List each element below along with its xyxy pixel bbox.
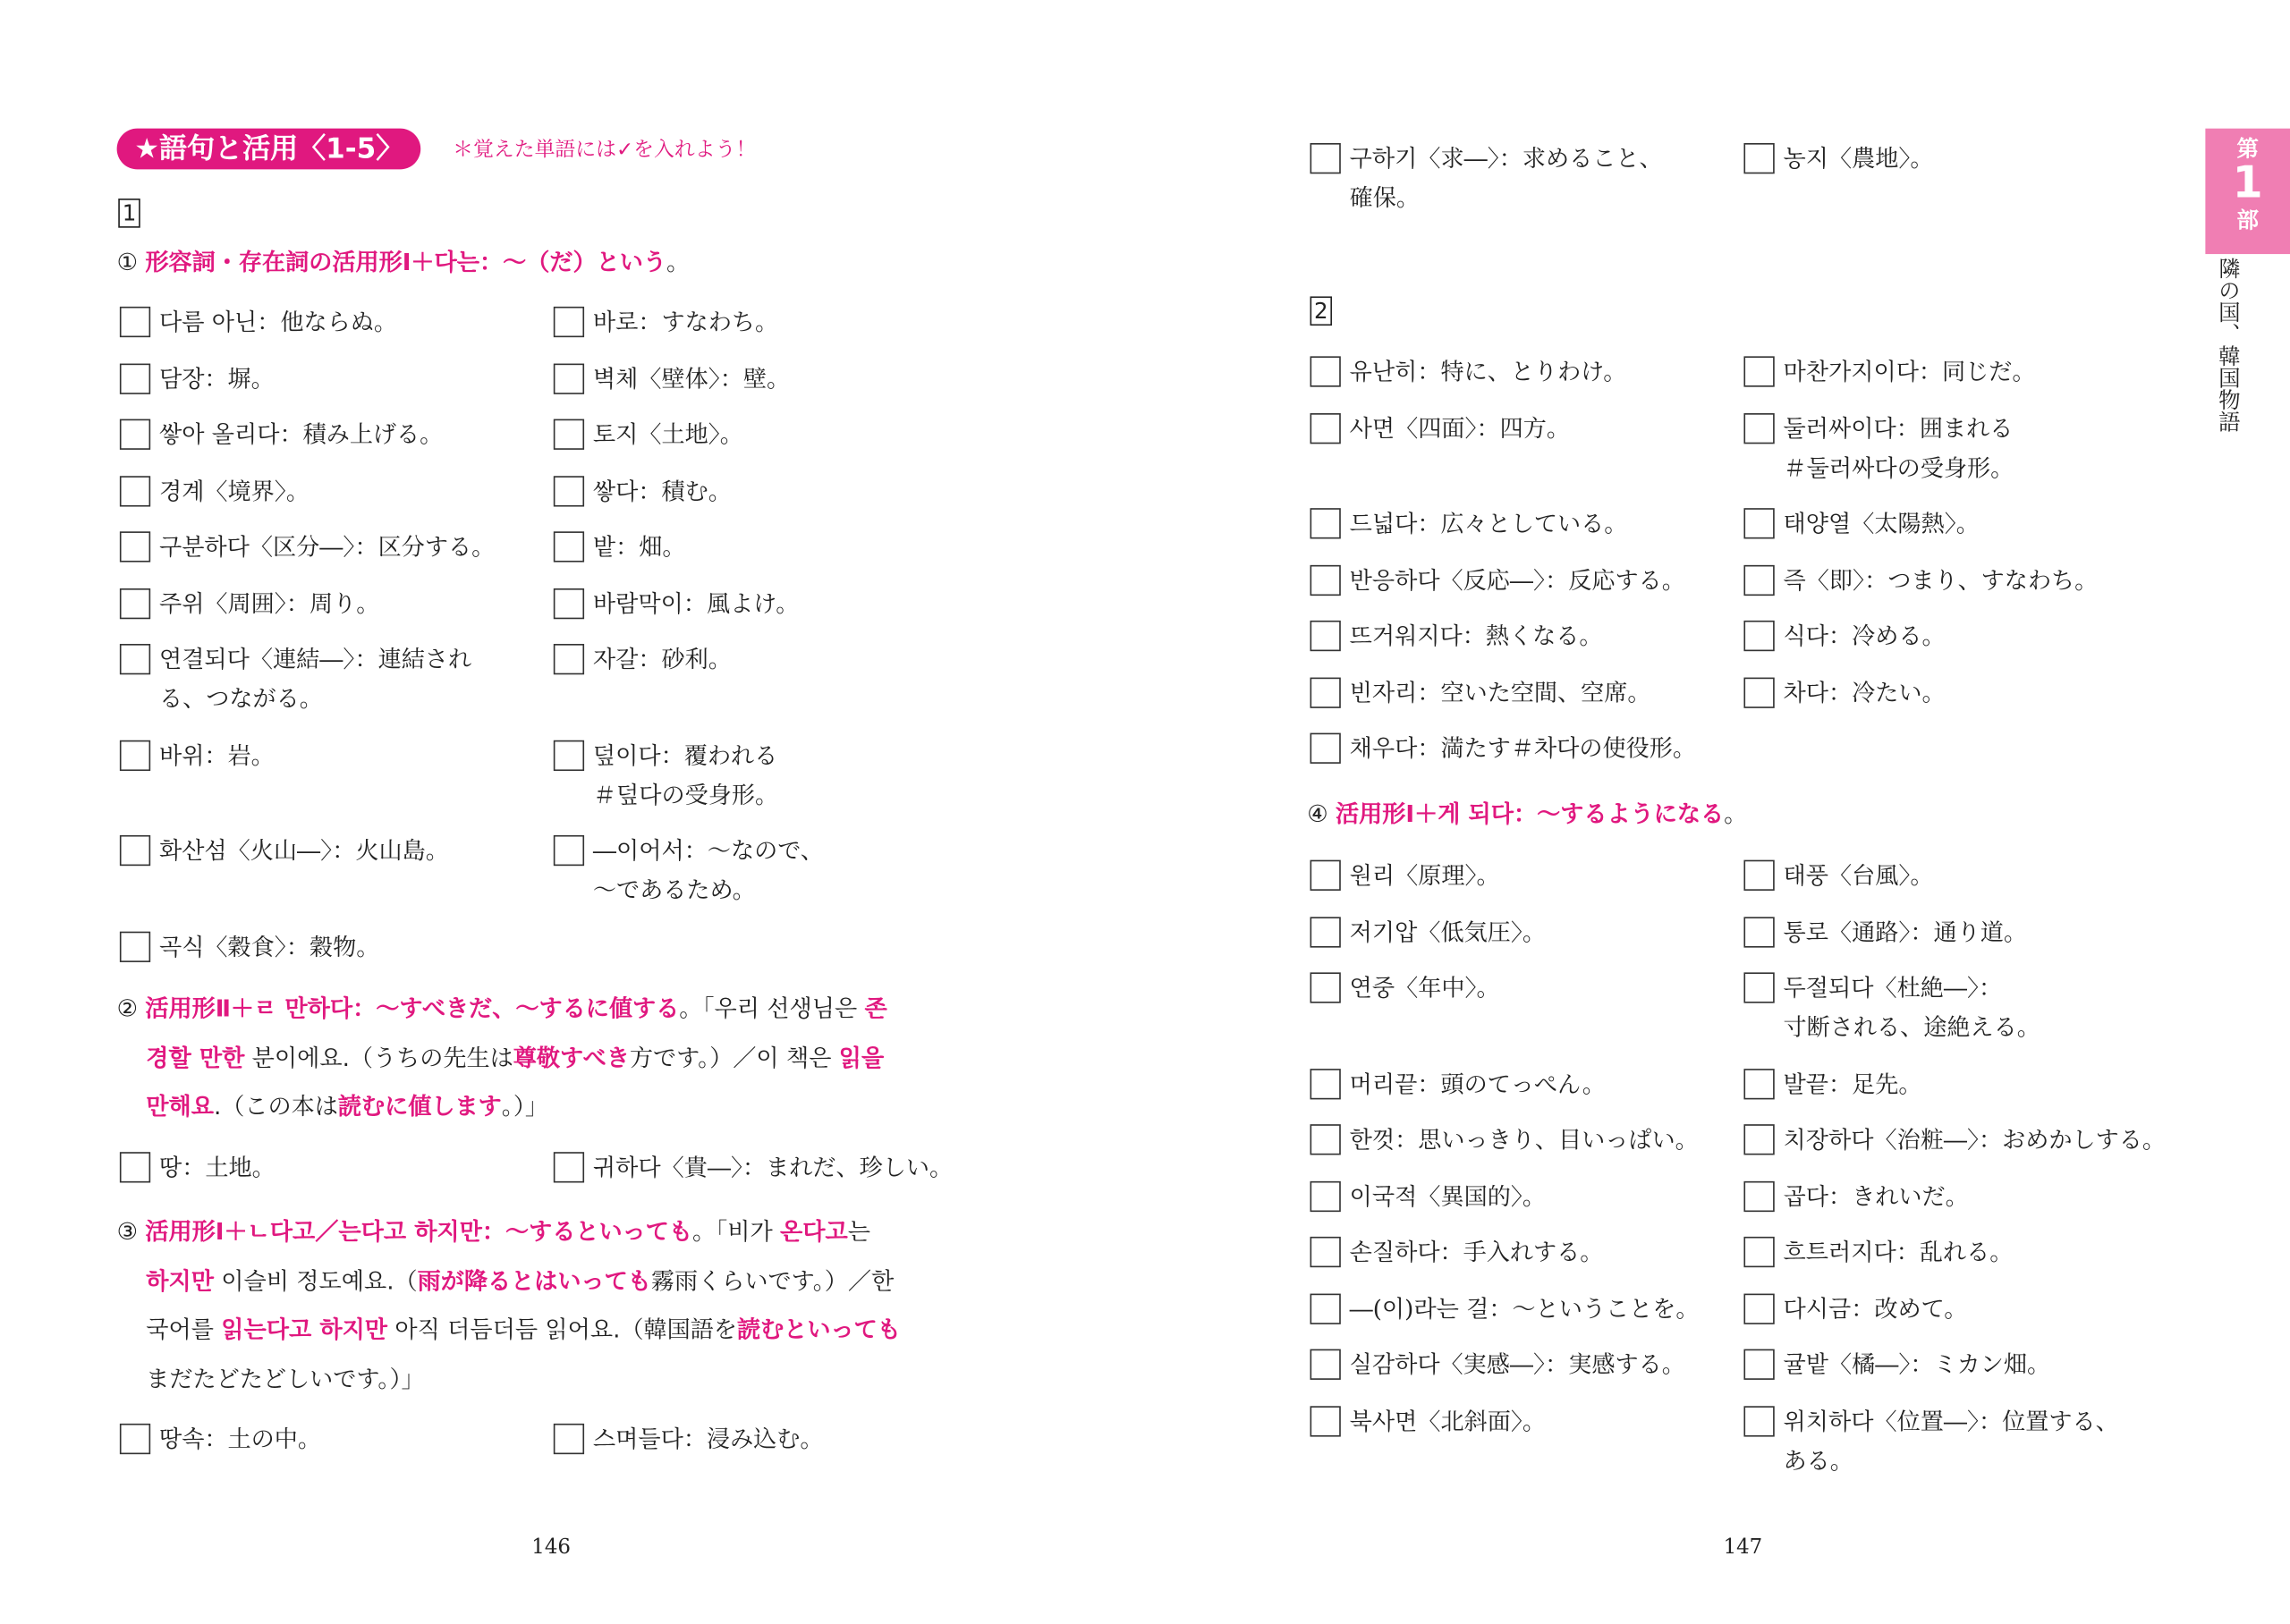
grammar-paragraph-3 bbox=[117, 1207, 982, 1403]
vocab-item bbox=[120, 471, 554, 511]
vocab-row bbox=[1310, 1289, 2166, 1328]
vocab-text: 채우다：満たす＃차다の使役形。 bbox=[1349, 734, 1697, 763]
vocab-item bbox=[1310, 1401, 1744, 1480]
example-text: 아직 더듬더듬 읽어요.（韓国語を bbox=[387, 1315, 738, 1344]
vocab-text: 쌓다：積む。 bbox=[592, 477, 732, 505]
vocab-item bbox=[1310, 968, 1744, 1046]
highlight-text: 읽을 bbox=[838, 1043, 885, 1071]
checkbox[interactable] bbox=[554, 419, 584, 450]
vocab-item bbox=[1310, 560, 1744, 599]
vocab-text: 귤밭〈橘―〉：ミカン畑。 bbox=[1783, 1350, 2051, 1379]
checkbox[interactable] bbox=[1310, 1124, 1341, 1155]
vocab-item bbox=[120, 1419, 554, 1459]
chapter-title: 隣の国、韓国物語 bbox=[2215, 257, 2243, 433]
vocab-text: 드넓다：広々としている。 bbox=[1349, 509, 1628, 537]
paragraph-line bbox=[117, 1256, 982, 1306]
vocab-item bbox=[1743, 1120, 2166, 1159]
vocab-row bbox=[120, 302, 824, 342]
vocab-text: 자갈：砂利。 bbox=[592, 645, 732, 673]
vocab-row bbox=[1310, 1345, 2166, 1384]
checkbox[interactable] bbox=[120, 644, 150, 674]
checkbox[interactable] bbox=[1310, 508, 1341, 538]
vocab-text: 차다：冷たい。 bbox=[1783, 678, 1946, 706]
vocab-text: 반응하다〈反応―〉：反応する。 bbox=[1349, 565, 1685, 594]
vocab-item bbox=[1310, 503, 1744, 543]
vocab-text: 땅：土地。 bbox=[158, 1153, 276, 1181]
page-number-right: 147 bbox=[1723, 1535, 1763, 1560]
vocab-item bbox=[1743, 1232, 2013, 1272]
checkbox[interactable] bbox=[1743, 508, 1774, 538]
highlight-text: 尊敬すべき bbox=[513, 1043, 630, 1071]
paragraph-line bbox=[117, 1354, 982, 1403]
vocab-row bbox=[120, 415, 824, 454]
vocab-item bbox=[1310, 1289, 1744, 1328]
checkbox[interactable] bbox=[120, 475, 150, 505]
highlight-text: 雨が降るとはいっても bbox=[417, 1266, 651, 1295]
grammar-pattern: 形容詞・存在詞の活用形Ⅰ＋다는：～（だ）という bbox=[145, 248, 667, 276]
example-text: 。）」 bbox=[501, 1092, 549, 1121]
vocab-item bbox=[120, 527, 554, 566]
checkbox[interactable] bbox=[1310, 860, 1341, 891]
example-text: 。「우리 선생님은 bbox=[679, 994, 865, 1022]
vocab-item bbox=[554, 583, 800, 622]
vocab-list-continued bbox=[1310, 139, 1934, 234]
grammar-heading-4 bbox=[1307, 796, 1747, 830]
highlight-text: 活用形Ⅱ＋ㄹ 만하다：～すべきだ、～するに値する bbox=[145, 994, 680, 1022]
vocab-row bbox=[1310, 1232, 2166, 1272]
vocab-row bbox=[1310, 560, 2099, 599]
vocab-text: 다시금：改めて。 bbox=[1783, 1294, 1968, 1323]
vocab-item bbox=[554, 1147, 953, 1187]
checkbox[interactable] bbox=[1743, 412, 1774, 443]
checkbox[interactable] bbox=[120, 419, 150, 450]
vocab-item bbox=[1743, 408, 2014, 486]
vocab-item bbox=[554, 359, 790, 398]
vocab-item bbox=[120, 639, 554, 718]
vocab-item bbox=[1310, 1063, 1744, 1103]
vocab-text: 머리끝：頭のてっぺん。 bbox=[1349, 1069, 1606, 1097]
part-tab bbox=[2205, 129, 2290, 254]
checkbox[interactable] bbox=[554, 307, 584, 337]
vocab-item bbox=[554, 1419, 824, 1459]
vocab-text: 구분하다〈区分―〉：区分する。 bbox=[158, 532, 496, 561]
vocab-item bbox=[1310, 729, 1744, 768]
checkbox[interactable] bbox=[1743, 860, 1774, 891]
vocab-row bbox=[120, 831, 824, 909]
vocab-item bbox=[120, 302, 554, 342]
checkbox[interactable] bbox=[554, 475, 584, 505]
vocab-text: 태양열〈太陽熱〉。 bbox=[1783, 509, 1980, 537]
vocab-item bbox=[1743, 1176, 1968, 1215]
vocab-text: 바위：岩。 bbox=[158, 740, 275, 769]
checkbox[interactable] bbox=[554, 588, 584, 618]
vocab-list-3 bbox=[120, 1419, 824, 1476]
vocab-row bbox=[1310, 856, 2166, 895]
checkbox[interactable] bbox=[1743, 677, 1774, 707]
instruction-hint: ＊覚えた単語には✓を入れよう！ bbox=[453, 139, 757, 163]
paragraph-line bbox=[117, 1306, 982, 1355]
vocab-item bbox=[554, 831, 824, 909]
vocab-text: ―(이)라는 걸：～ということを。 bbox=[1349, 1294, 1700, 1323]
vocab-row bbox=[120, 639, 824, 718]
checkbox[interactable] bbox=[1310, 564, 1341, 595]
checkbox[interactable] bbox=[1743, 1349, 1774, 1380]
vocab-text: 저기압〈低気圧〉。 bbox=[1349, 918, 1547, 946]
vocab-text: 식다：冷める。 bbox=[1783, 622, 1946, 650]
checkbox[interactable] bbox=[1743, 356, 1774, 386]
vocab-item bbox=[554, 471, 732, 511]
checkbox[interactable] bbox=[1310, 143, 1341, 173]
vocab-list-5 bbox=[1310, 856, 2166, 1497]
vocab-row bbox=[1310, 1401, 2166, 1480]
highlight-text: 존 bbox=[864, 994, 887, 1022]
highlight-text: 読むに値します bbox=[337, 1092, 502, 1121]
section-title: ★語句と活用〈1-5〉 bbox=[117, 129, 421, 170]
checkbox[interactable] bbox=[554, 531, 584, 562]
checkbox[interactable] bbox=[120, 931, 150, 961]
vocab-text: 바람막이：風よけ。 bbox=[592, 588, 800, 617]
checkbox[interactable] bbox=[1743, 143, 1774, 173]
grammar-end: 。 bbox=[1724, 799, 1748, 828]
paragraph-line bbox=[117, 1207, 982, 1256]
vocab-text: 담장：塀。 bbox=[158, 364, 275, 393]
vocab-item bbox=[120, 583, 554, 622]
vocab-text: 북사면〈北斜面〉。 bbox=[1349, 1407, 1547, 1435]
grammar-number: ② bbox=[116, 994, 139, 1022]
grammar-number: ① bbox=[116, 248, 139, 276]
vocab-text: 치장하다〈治粧―〉：おめかしする。 bbox=[1783, 1125, 2167, 1154]
vocab-text: 통로〈通路〉：通り道。 bbox=[1783, 918, 2028, 946]
checkbox[interactable] bbox=[554, 363, 584, 393]
vocab-item bbox=[1310, 1120, 1744, 1159]
vocab-text: 경계〈境界〉。 bbox=[158, 477, 310, 505]
vocab-text: 손질하다：手入れする。 bbox=[1349, 1238, 1604, 1266]
highlight-text: 만해요 bbox=[146, 1092, 214, 1121]
example-text: まだたどたどしいです。）」 bbox=[146, 1364, 425, 1392]
checkbox[interactable] bbox=[1310, 1068, 1341, 1098]
grammar-end: 。 bbox=[666, 248, 691, 276]
checkbox[interactable] bbox=[120, 531, 150, 562]
vocab-text: 주위〈周囲〉：周り。 bbox=[158, 588, 380, 617]
checkbox[interactable] bbox=[120, 307, 150, 337]
grammar-heading-1 bbox=[117, 244, 691, 278]
grammar-pattern: 活用形Ⅰ＋게 되다：～するようになる bbox=[1336, 799, 1725, 828]
vocab-row bbox=[1310, 1120, 2166, 1159]
part-suffix: 部 bbox=[2236, 207, 2259, 234]
vocab-item bbox=[1310, 1232, 1744, 1272]
vocab-text: ―이어서：～なので、 ～であるため。 bbox=[592, 836, 824, 904]
vocab-row bbox=[120, 735, 824, 814]
vocab-item bbox=[1743, 616, 1945, 656]
highlight-text: 하지만 bbox=[146, 1266, 214, 1295]
example-text: 분이에요.（うちの先生は bbox=[244, 1043, 513, 1071]
vocab-row bbox=[120, 583, 824, 622]
vocab-text: 두절되다〈杜絶―〉： 寸断される、途絶える。 bbox=[1783, 974, 2040, 1042]
highlight-text: 읽는다고 하지만 bbox=[221, 1315, 388, 1344]
vocab-row bbox=[1310, 139, 1934, 217]
paragraph-line bbox=[117, 984, 982, 1033]
vocab-item bbox=[554, 735, 778, 814]
vocab-item bbox=[554, 639, 732, 718]
checkbox[interactable] bbox=[1310, 412, 1341, 443]
vocab-list-1 bbox=[120, 302, 824, 983]
page-number-left: 146 bbox=[531, 1535, 571, 1560]
checkbox[interactable] bbox=[1310, 1405, 1341, 1435]
example-text: 方です。）／이 책은 bbox=[629, 1043, 839, 1071]
checkbox[interactable] bbox=[554, 644, 584, 674]
checkbox[interactable] bbox=[120, 835, 150, 866]
vocab-text: 흐트러지다：乱れる。 bbox=[1783, 1238, 2014, 1266]
vocab-row bbox=[1310, 968, 2166, 1046]
section-number-1: 1 bbox=[118, 199, 140, 228]
vocab-item bbox=[1743, 672, 1945, 712]
highlight-text: 온다고 bbox=[779, 1217, 848, 1246]
checkbox[interactable] bbox=[1743, 564, 1774, 595]
vocab-text: 화산섬〈火山―〉：火山島。 bbox=[158, 836, 449, 865]
vocab-item bbox=[554, 415, 743, 454]
vocab-item bbox=[1310, 408, 1744, 486]
grammar-number: ④ bbox=[1307, 799, 1328, 828]
vocab-text: 스며들다：浸み込む。 bbox=[592, 1425, 824, 1453]
vocab-text: 땅속：土の中。 bbox=[158, 1425, 322, 1453]
vocab-item bbox=[1310, 672, 1744, 712]
checkbox[interactable] bbox=[1310, 677, 1341, 707]
vocab-text: 뜨거워지다：熱くなる。 bbox=[1349, 622, 1603, 650]
vocab-row bbox=[1310, 503, 2099, 543]
example-text: 霧雨くらいです。）／한 bbox=[650, 1266, 895, 1295]
grammar-number: ③ bbox=[116, 1217, 139, 1246]
vocab-item bbox=[1743, 139, 1933, 217]
highlight-text: 読むといっても bbox=[737, 1315, 901, 1344]
vocab-text: 마찬가지이다：同じだ。 bbox=[1783, 358, 2036, 386]
checkbox[interactable] bbox=[120, 588, 150, 618]
vocab-item bbox=[1310, 1176, 1744, 1215]
vocab-item bbox=[1743, 1345, 2050, 1384]
checkbox[interactable] bbox=[1743, 917, 1774, 947]
vocab-item bbox=[1310, 139, 1744, 217]
checkbox[interactable] bbox=[1743, 1124, 1774, 1155]
vocab-text: 위치하다〈位置―〉：位置する、 ある。 bbox=[1783, 1407, 2119, 1475]
vocab-row bbox=[120, 1419, 824, 1459]
vocab-text: 발끝：足先。 bbox=[1783, 1069, 1922, 1097]
vocab-row bbox=[120, 471, 824, 511]
vocab-text: 벽체〈壁体〉：壁。 bbox=[592, 364, 791, 393]
part-number: 1 bbox=[2232, 157, 2263, 209]
vocab-text: 원리〈原理〉。 bbox=[1349, 861, 1500, 890]
vocab-item bbox=[1743, 503, 1979, 543]
vocab-item bbox=[1743, 856, 1933, 895]
vocab-row bbox=[1310, 672, 2099, 712]
checkbox[interactable] bbox=[1743, 621, 1774, 651]
vocab-row bbox=[1310, 351, 2099, 391]
checkbox[interactable] bbox=[1743, 972, 1774, 1002]
checkbox[interactable] bbox=[1743, 1405, 1774, 1435]
vocab-text: 덮이다：覆われる ＃덮다の受身形。 bbox=[592, 740, 779, 808]
checkbox[interactable] bbox=[1310, 733, 1341, 764]
checkbox[interactable] bbox=[1310, 356, 1341, 386]
checkbox[interactable] bbox=[1310, 1180, 1341, 1211]
checkbox[interactable] bbox=[120, 1152, 150, 1182]
checkbox[interactable] bbox=[1310, 1237, 1341, 1267]
checkbox[interactable] bbox=[1310, 1293, 1341, 1324]
vocab-text: 빈자리：空いた空間、空席。 bbox=[1349, 678, 1651, 706]
vocab-text: 곱다：きれいだ。 bbox=[1783, 1181, 1969, 1210]
checkbox[interactable] bbox=[1310, 1349, 1341, 1380]
example-text: 국어를 bbox=[146, 1315, 222, 1344]
vocab-text: 다름 아닌：他ならぬ。 bbox=[158, 308, 397, 336]
vocab-item bbox=[120, 415, 554, 454]
paragraph-line bbox=[117, 1082, 982, 1131]
vocab-item bbox=[1310, 912, 1744, 952]
example-text: 이슬비 정도예요.（ bbox=[213, 1266, 418, 1295]
vocab-text: 귀하다〈貴―〉：まれだ、珍しい。 bbox=[592, 1153, 954, 1181]
vocab-text: 둘러싸이다：囲まれる ＃둘러싸다の受身形。 bbox=[1783, 413, 2014, 481]
checkbox[interactable] bbox=[1310, 972, 1341, 1002]
vocab-item bbox=[1310, 351, 1744, 391]
vocab-text: 쌓아 올리다：積み上げる。 bbox=[158, 420, 444, 449]
vocab-item bbox=[1743, 912, 2027, 952]
vocab-text: 한껏：思いっきり、目いっぱい。 bbox=[1349, 1125, 1699, 1154]
vocab-item bbox=[1743, 351, 2035, 391]
highlight-text: 경할 만한 bbox=[146, 1043, 245, 1071]
checkbox[interactable] bbox=[554, 740, 584, 770]
vocab-text: 연결되다〈連結―〉：連結され る、つながる。 bbox=[158, 645, 472, 713]
vocab-text: 실감하다〈実感―〉：実感する。 bbox=[1349, 1350, 1685, 1379]
vocab-text: 곡식〈穀食〉：穀物。 bbox=[158, 932, 380, 960]
vocab-text: 구하기〈求―〉：求めること、 確保。 bbox=[1349, 144, 1663, 212]
vocab-item bbox=[1743, 1289, 1967, 1328]
grammar-paragraph-2 bbox=[117, 984, 982, 1130]
checkbox[interactable] bbox=[554, 1424, 584, 1454]
vocab-item bbox=[1743, 1063, 1921, 1103]
vocab-item bbox=[1743, 968, 2040, 1046]
vocab-text: 농지〈農地〉。 bbox=[1783, 144, 1934, 173]
paragraph-line bbox=[117, 1033, 982, 1082]
vocab-row bbox=[1310, 616, 2099, 656]
vocab-item bbox=[120, 831, 554, 909]
vocab-item bbox=[554, 302, 778, 342]
checkbox[interactable] bbox=[1310, 917, 1341, 947]
checkbox[interactable] bbox=[1743, 1180, 1774, 1211]
vocab-item bbox=[1743, 1401, 2118, 1480]
highlight-text: 活用形Ⅰ＋ㄴ다고／는다고 하지만：～するといっても bbox=[145, 1217, 693, 1246]
vocab-item bbox=[120, 1147, 554, 1187]
vocab-item bbox=[1743, 560, 2098, 599]
example-text: .（この本は bbox=[213, 1092, 338, 1121]
vocab-row bbox=[120, 926, 824, 966]
checkbox[interactable] bbox=[1743, 1068, 1774, 1098]
vocab-text: 토지〈土地〉。 bbox=[592, 420, 743, 449]
vocab-item bbox=[120, 926, 554, 966]
vocab-item bbox=[120, 359, 554, 398]
checkbox[interactable] bbox=[554, 835, 584, 866]
vocab-text: 태풍〈台風〉。 bbox=[1783, 861, 1934, 890]
vocab-text: 연중〈年中〉。 bbox=[1349, 974, 1500, 1002]
vocab-item bbox=[120, 735, 554, 814]
vocab-list-4 bbox=[1310, 351, 2099, 784]
vocab-row bbox=[120, 1147, 953, 1187]
checkbox[interactable] bbox=[120, 740, 150, 770]
example-text: 。「비가 bbox=[692, 1217, 780, 1246]
vocab-text: 밭：畑。 bbox=[592, 532, 686, 561]
vocab-row bbox=[1310, 408, 2099, 486]
vocab-text: 유난히：特に、とりわけ。 bbox=[1349, 358, 1627, 386]
vocab-list-2 bbox=[120, 1147, 953, 1204]
vocab-row bbox=[1310, 729, 2099, 768]
vocab-row bbox=[1310, 1176, 2166, 1215]
checkbox[interactable] bbox=[1743, 1237, 1774, 1267]
vocab-row bbox=[120, 359, 824, 398]
vocab-text: 즉〈即〉：つまり、すなわち。 bbox=[1783, 565, 2099, 594]
vocab-text: 사면〈四面〉：四方。 bbox=[1349, 413, 1571, 442]
part-prefix: 第 bbox=[2236, 135, 2259, 163]
checkbox[interactable] bbox=[1743, 1293, 1774, 1324]
example-text: 는 bbox=[847, 1217, 870, 1246]
vocab-item bbox=[1310, 856, 1744, 895]
vocab-text: 이국적〈異国的〉。 bbox=[1349, 1181, 1547, 1210]
checkbox[interactable] bbox=[1310, 621, 1341, 651]
vocab-item bbox=[1310, 1345, 1744, 1384]
checkbox[interactable] bbox=[120, 363, 150, 393]
section-number-2: 2 bbox=[1310, 296, 1332, 326]
vocab-row bbox=[1310, 1063, 2166, 1103]
vocab-item bbox=[554, 527, 686, 566]
checkbox[interactable] bbox=[120, 1424, 150, 1454]
vocab-item bbox=[1310, 616, 1744, 656]
checkbox[interactable] bbox=[554, 1152, 584, 1182]
vocab-row bbox=[1310, 912, 2166, 952]
vocab-row bbox=[120, 527, 824, 566]
vocab-text: 바로：すなわち。 bbox=[592, 308, 779, 336]
